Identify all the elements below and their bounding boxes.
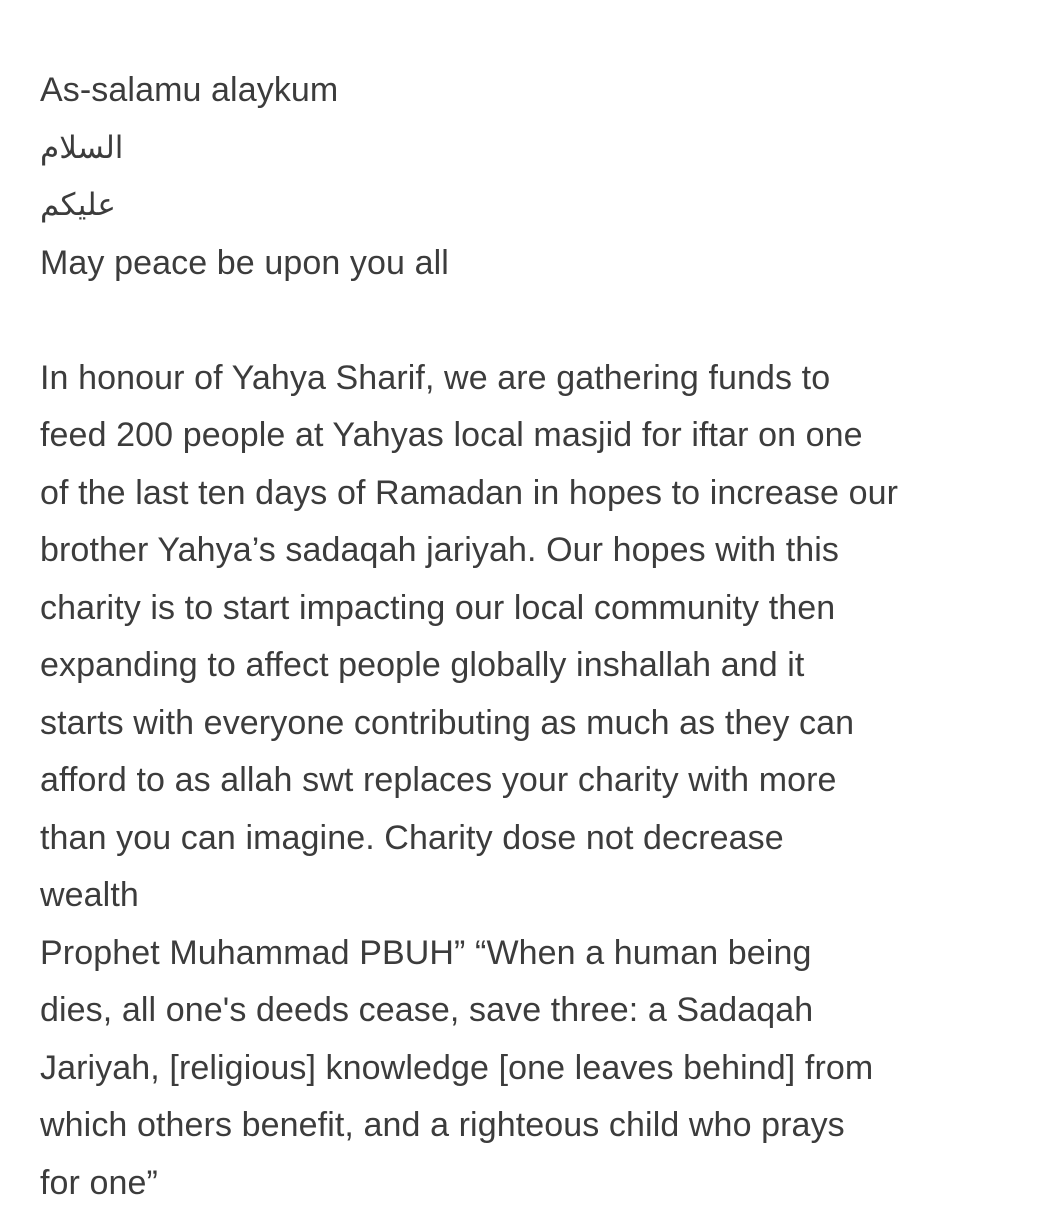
message-line: In honour of Yahya Sharif, we are gathering funds to <box>40 350 1020 408</box>
hadith-line: for one” <box>40 1155 1020 1212</box>
hadith-quote <box>40 925 1020 1212</box>
message-line: than you can imagine. Charity dose not decrease <box>40 810 1020 868</box>
hadith-line: Prophet Muhammad PBUH” “When a human being <box>40 925 1020 983</box>
message-line: feed 200 people at Yahyas local masjid for iftar on one <box>40 407 1020 465</box>
message-line: expanding to affect people globally inshallah and it <box>40 637 1020 695</box>
hadith-line: which others benefit, and a righteous child who prays <box>40 1097 1020 1155</box>
note-body <box>40 62 1020 1212</box>
greeting-transliteration: As-salamu alaykum <box>40 62 1020 120</box>
greeting-translation: May peace be upon you all <box>40 235 1020 293</box>
message-line: wealth <box>40 867 1020 925</box>
blank-line <box>40 292 1020 350</box>
message-line: afford to as allah swt replaces your charity with more <box>40 752 1020 810</box>
message-paragraph <box>40 350 1020 925</box>
hadith-line: Jariyah, [religious] knowledge [one leaves behind] from <box>40 1040 1020 1098</box>
message-line: brother Yahya’s sadaqah jariyah. Our hopes with this <box>40 522 1020 580</box>
message-line: charity is to start impacting our local community then <box>40 580 1020 638</box>
message-line: of the last ten days of Ramadan in hopes to increase our <box>40 465 1020 523</box>
hadith-line: dies, all one's deeds cease, save three: a Sadaqah <box>40 982 1020 1040</box>
greeting-arabic: السلام عليكم <box>40 120 206 235</box>
message-line: starts with everyone contributing as much as they can <box>40 695 1020 753</box>
